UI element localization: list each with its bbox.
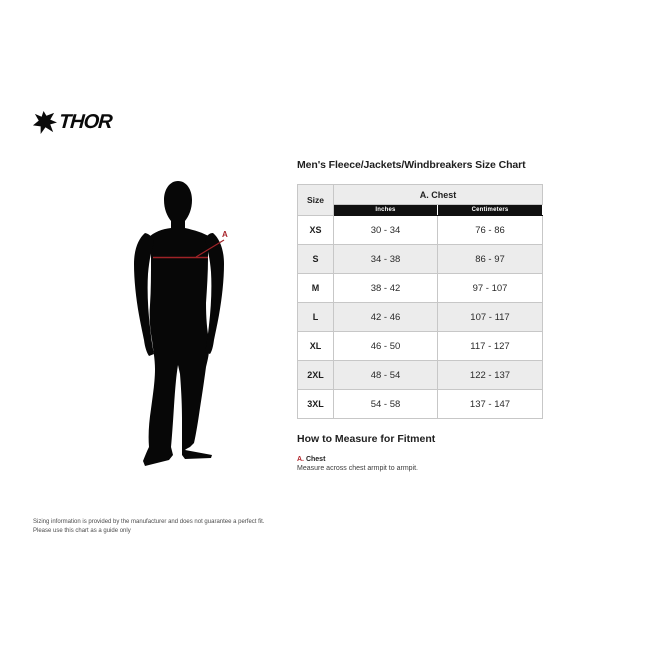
male-silhouette-figure bbox=[131, 179, 227, 467]
inches-cell: 46 - 50 bbox=[334, 332, 438, 361]
measurement-description: Measure across chest armpit to armpit. bbox=[297, 465, 418, 472]
body-silhouette bbox=[143, 181, 212, 466]
column-header-chest: A. Chest bbox=[334, 185, 543, 205]
centimeters-cell: 107 - 117 bbox=[438, 303, 543, 332]
size-cell: S bbox=[298, 245, 334, 274]
brand-logo-text: THOR bbox=[58, 111, 113, 133]
thor-helmet-icon bbox=[32, 110, 57, 135]
centimeters-cell: 86 - 97 bbox=[438, 245, 543, 274]
table-row bbox=[298, 390, 543, 419]
size-cell: L bbox=[298, 303, 334, 332]
inches-cell: 42 - 46 bbox=[334, 303, 438, 332]
table-header-row bbox=[298, 185, 543, 205]
inches-cell: 34 - 38 bbox=[334, 245, 438, 274]
inches-cell: 48 - 54 bbox=[334, 361, 438, 390]
inches-cell: 38 - 42 bbox=[334, 274, 438, 303]
table-row bbox=[298, 361, 543, 390]
table-row bbox=[298, 245, 543, 274]
disclaimer-line1: Sizing information is provided by the manufacturer and does not guarantee a perfect fit. bbox=[33, 519, 265, 525]
measurement-name: Chest bbox=[305, 456, 326, 463]
table-row bbox=[298, 332, 543, 361]
measurement-name-line bbox=[297, 455, 418, 464]
disclaimer bbox=[33, 518, 264, 536]
centimeters-cell: 97 - 107 bbox=[438, 274, 543, 303]
centimeters-cell: 137 - 147 bbox=[438, 390, 543, 419]
size-chart-title: Men's Fleece/Jackets/Windbreakers Size Chart bbox=[297, 159, 526, 171]
centimeters-cell: 76 - 86 bbox=[438, 216, 543, 245]
size-cell: 2XL bbox=[298, 361, 334, 390]
how-to-measure-title: How to Measure for Fitment bbox=[297, 433, 436, 445]
measurement-letter: A. bbox=[297, 456, 304, 463]
measurement-item bbox=[297, 455, 418, 473]
size-cell: M bbox=[298, 274, 334, 303]
inches-cell: 54 - 58 bbox=[334, 390, 438, 419]
table-row bbox=[298, 303, 543, 332]
brand-logo bbox=[32, 109, 112, 135]
size-cell: XL bbox=[298, 332, 334, 361]
size-chart-table bbox=[297, 184, 543, 419]
column-header-inches: Inches bbox=[334, 205, 438, 216]
table-row bbox=[298, 216, 543, 245]
figure-annotation-label: A bbox=[222, 230, 228, 239]
column-header-size: Size bbox=[298, 185, 334, 216]
disclaimer-line2: Please use this chart as a guide only bbox=[33, 528, 131, 534]
male-silhouette-svg bbox=[131, 179, 227, 467]
table-subheader-row bbox=[298, 205, 543, 216]
table-row bbox=[298, 274, 543, 303]
size-cell: XS bbox=[298, 216, 334, 245]
centimeters-cell: 122 - 137 bbox=[438, 361, 543, 390]
centimeters-cell: 117 - 127 bbox=[438, 332, 543, 361]
size-cell: 3XL bbox=[298, 390, 334, 419]
column-header-centimeters: Centimeters bbox=[438, 205, 543, 216]
inches-cell: 30 - 34 bbox=[334, 216, 438, 245]
